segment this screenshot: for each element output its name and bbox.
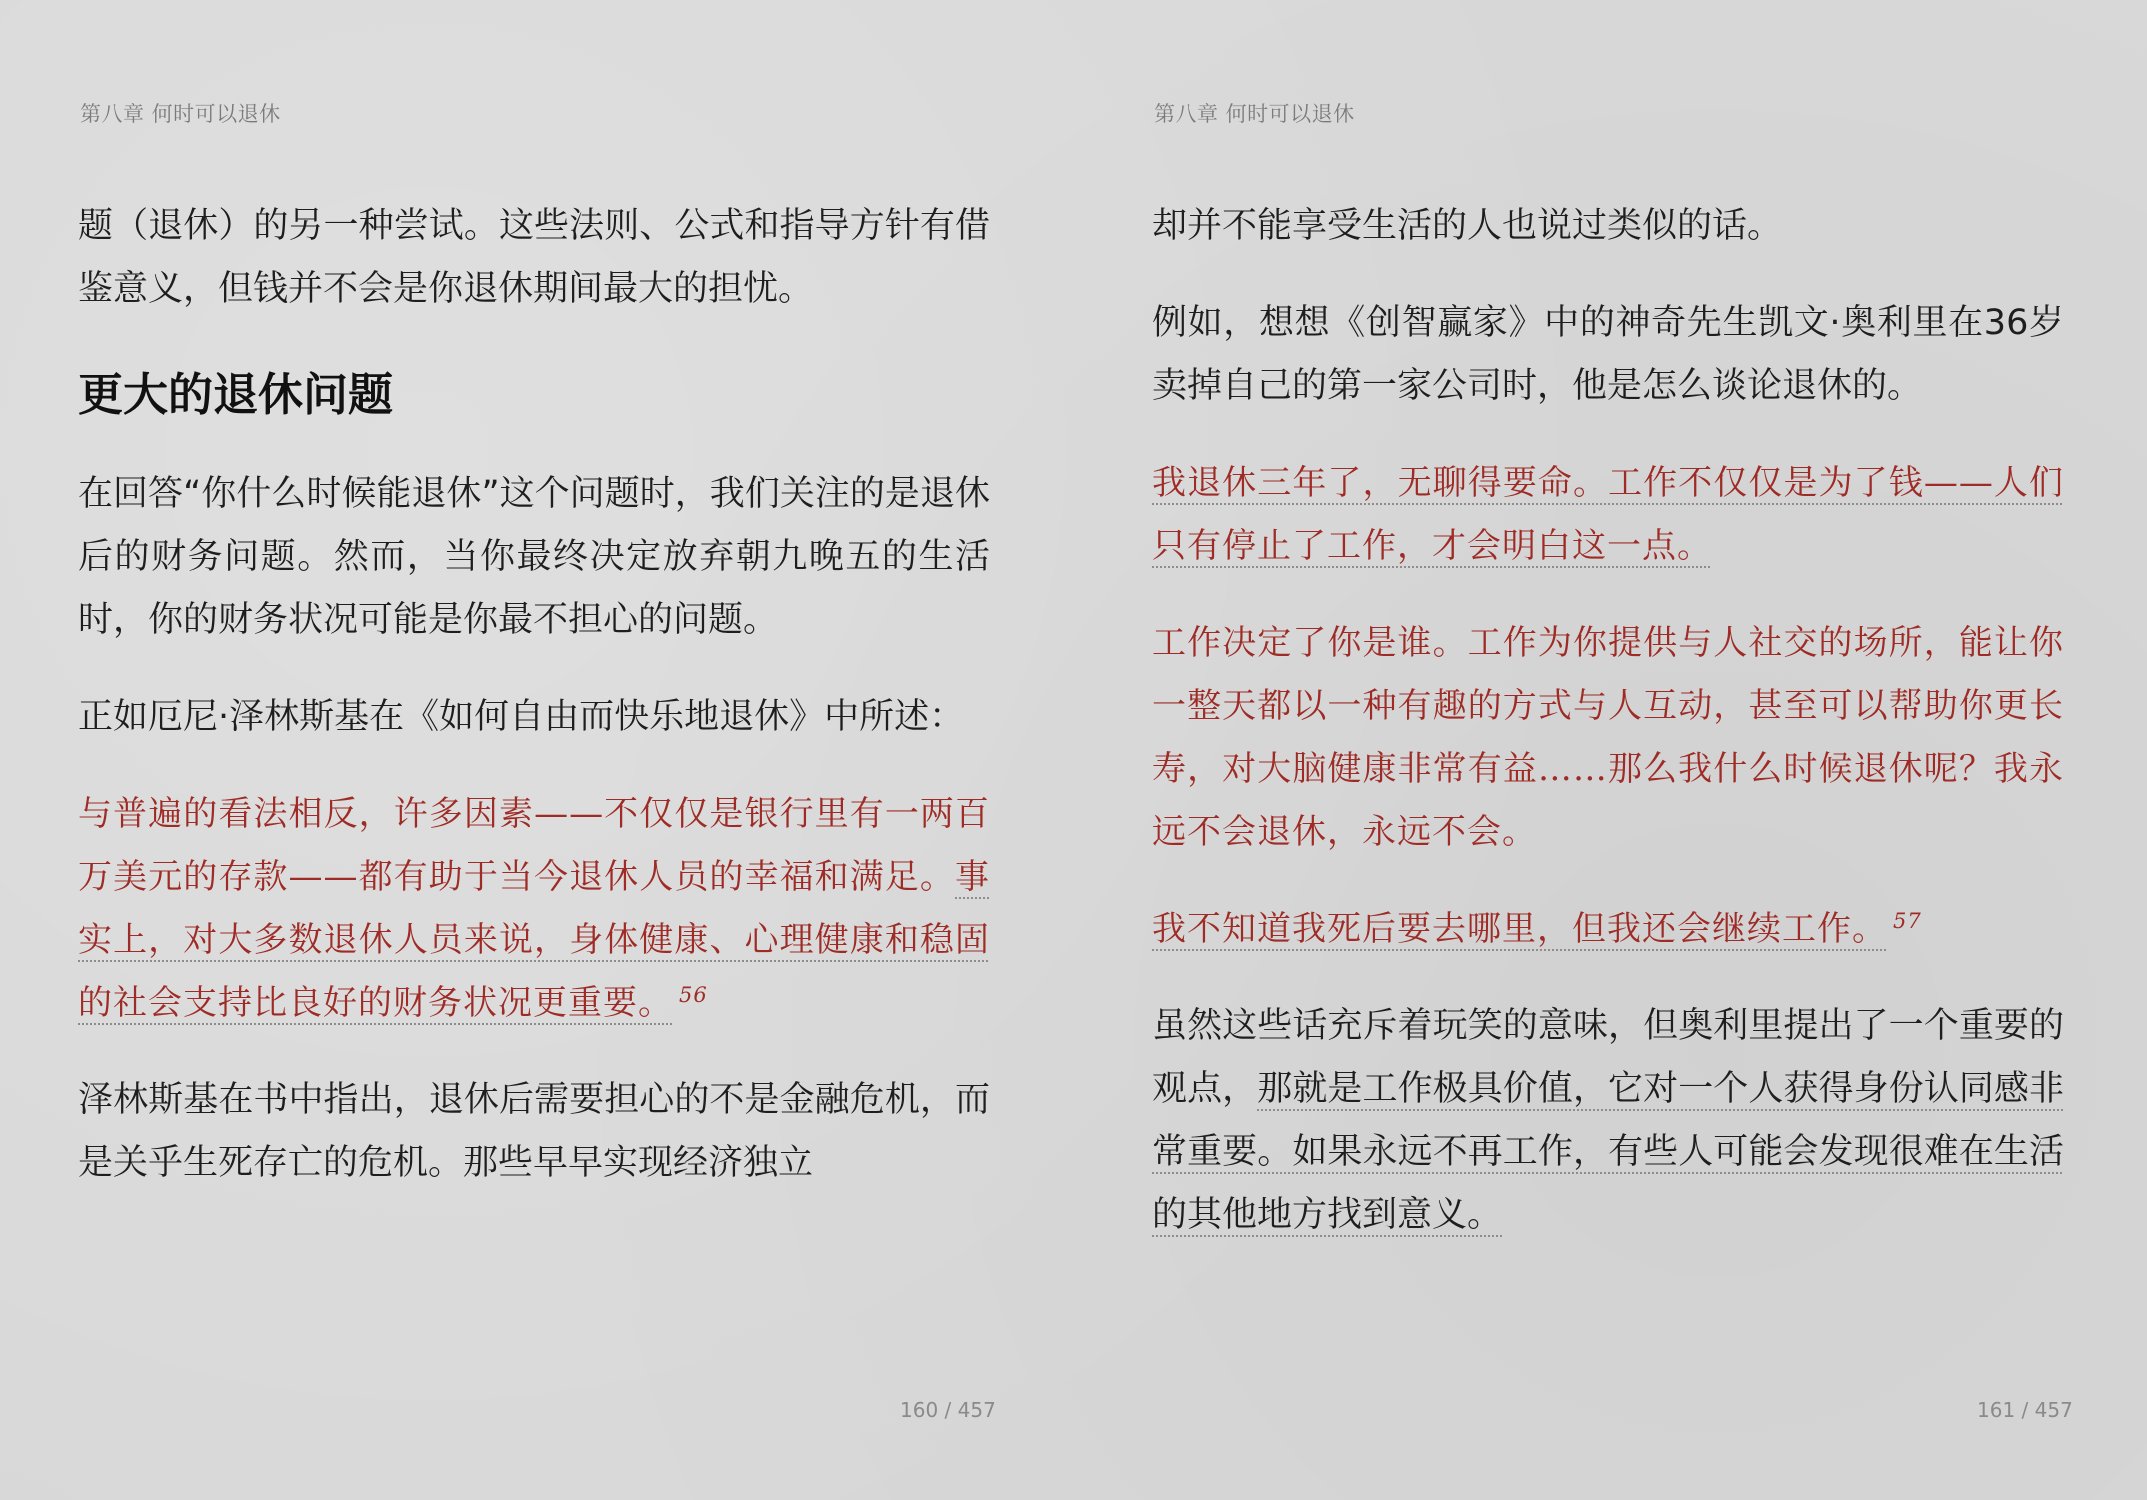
running-head: 第八章 何时可以退休 [1154,102,1355,126]
page-number: 161 / 457 [1977,1398,2073,1422]
block-quote [1152,452,2064,578]
running-head: 第八章 何时可以退休 [80,102,281,126]
left-text-column [78,195,990,1229]
quote-text: 与普遍的看法相反，许多因素——不仅仅是银行里有一两百万美元的存款——都有助于当今退休人员的幸福和满足。 [78,794,990,897]
body-paragraph: 例如，想想《创智赢家》中的神奇先生凯文·奥利里在36岁卖掉自己的第一家公司时，他是怎么谈论退休的。 [1152,303,2064,406]
highlighted-quote-text[interactable]: 事实上，对大多数退休人员来说，身体健康、心理健康和稳固的社会支持比良好的财务状况更重要。 [78,857,990,1023]
body-paragraph: 正如厄尼·泽林斯基在《如何自由而快乐地退休》中所述： [78,697,965,737]
body-paragraph: 题（退休）的另一种尝试。这些法则、公式和指导方针有借鉴意义，但钱并不会是你退休期间最大的担忧。 [78,206,990,309]
highlighted-quote-text[interactable]: 我退休三年了，无聊得要命。工作不仅仅是为了钱——人们只有停止了工作，才会明白这一点。 [1152,463,2064,566]
block-quote [1152,612,2064,864]
body-paragraph: 却并不能享受生活的人也说过类似的话。 [1152,206,1783,246]
section-heading: 更大的退休问题 [78,368,394,421]
body-paragraph [1152,995,2064,1247]
page-number: 160 / 457 [900,1398,996,1422]
right-page[interactable] [1152,0,2142,1500]
body-paragraph: 在回答“你什么时候能退休”这个问题时，我们关注的是退休后的财务问题。然而，当你最终决定放弃朝九晚五的生活时，你的财务状况可能是你最不担心的问题。 [78,474,990,640]
paragraph-text: 虽然这些话充斥着玩笑的意味，但奥利里提出了一个重要的观点， [1152,1006,2064,1109]
block-quote [1152,898,2064,961]
body-paragraph: 泽林斯基在书中指出，退休后需要担心的不是金融危机，而是关乎生死存亡的危机。那些早早实现经济独立 [78,1080,990,1183]
right-text-column [1152,195,2064,1281]
left-page[interactable] [78,0,1068,1500]
footnote-marker[interactable]: 56 [679,982,708,1007]
highlighted-quote-text[interactable]: 我不知道我死后要去哪里，但我还会继续工作。 [1152,909,1887,949]
highlighted-text[interactable]: 那就是工作极具价值，它对一个人获得身份认同感非常重要。如果永远不再工作，有些人可能会发现很难在生活的其他地方找到意义。 [1152,1069,2064,1235]
block-quote [78,783,990,1035]
quote-text: 工作决定了你是谁。工作为你提供与人社交的场所，能让你一整天都以一种有趣的方式与人互动，甚至可以帮助你更长寿，对大脑健康非常有益……那么我什么时候退休呢？我永远不会退休，永远不会。 [1152,623,2064,852]
footnote-marker[interactable]: 57 [1893,908,1922,933]
